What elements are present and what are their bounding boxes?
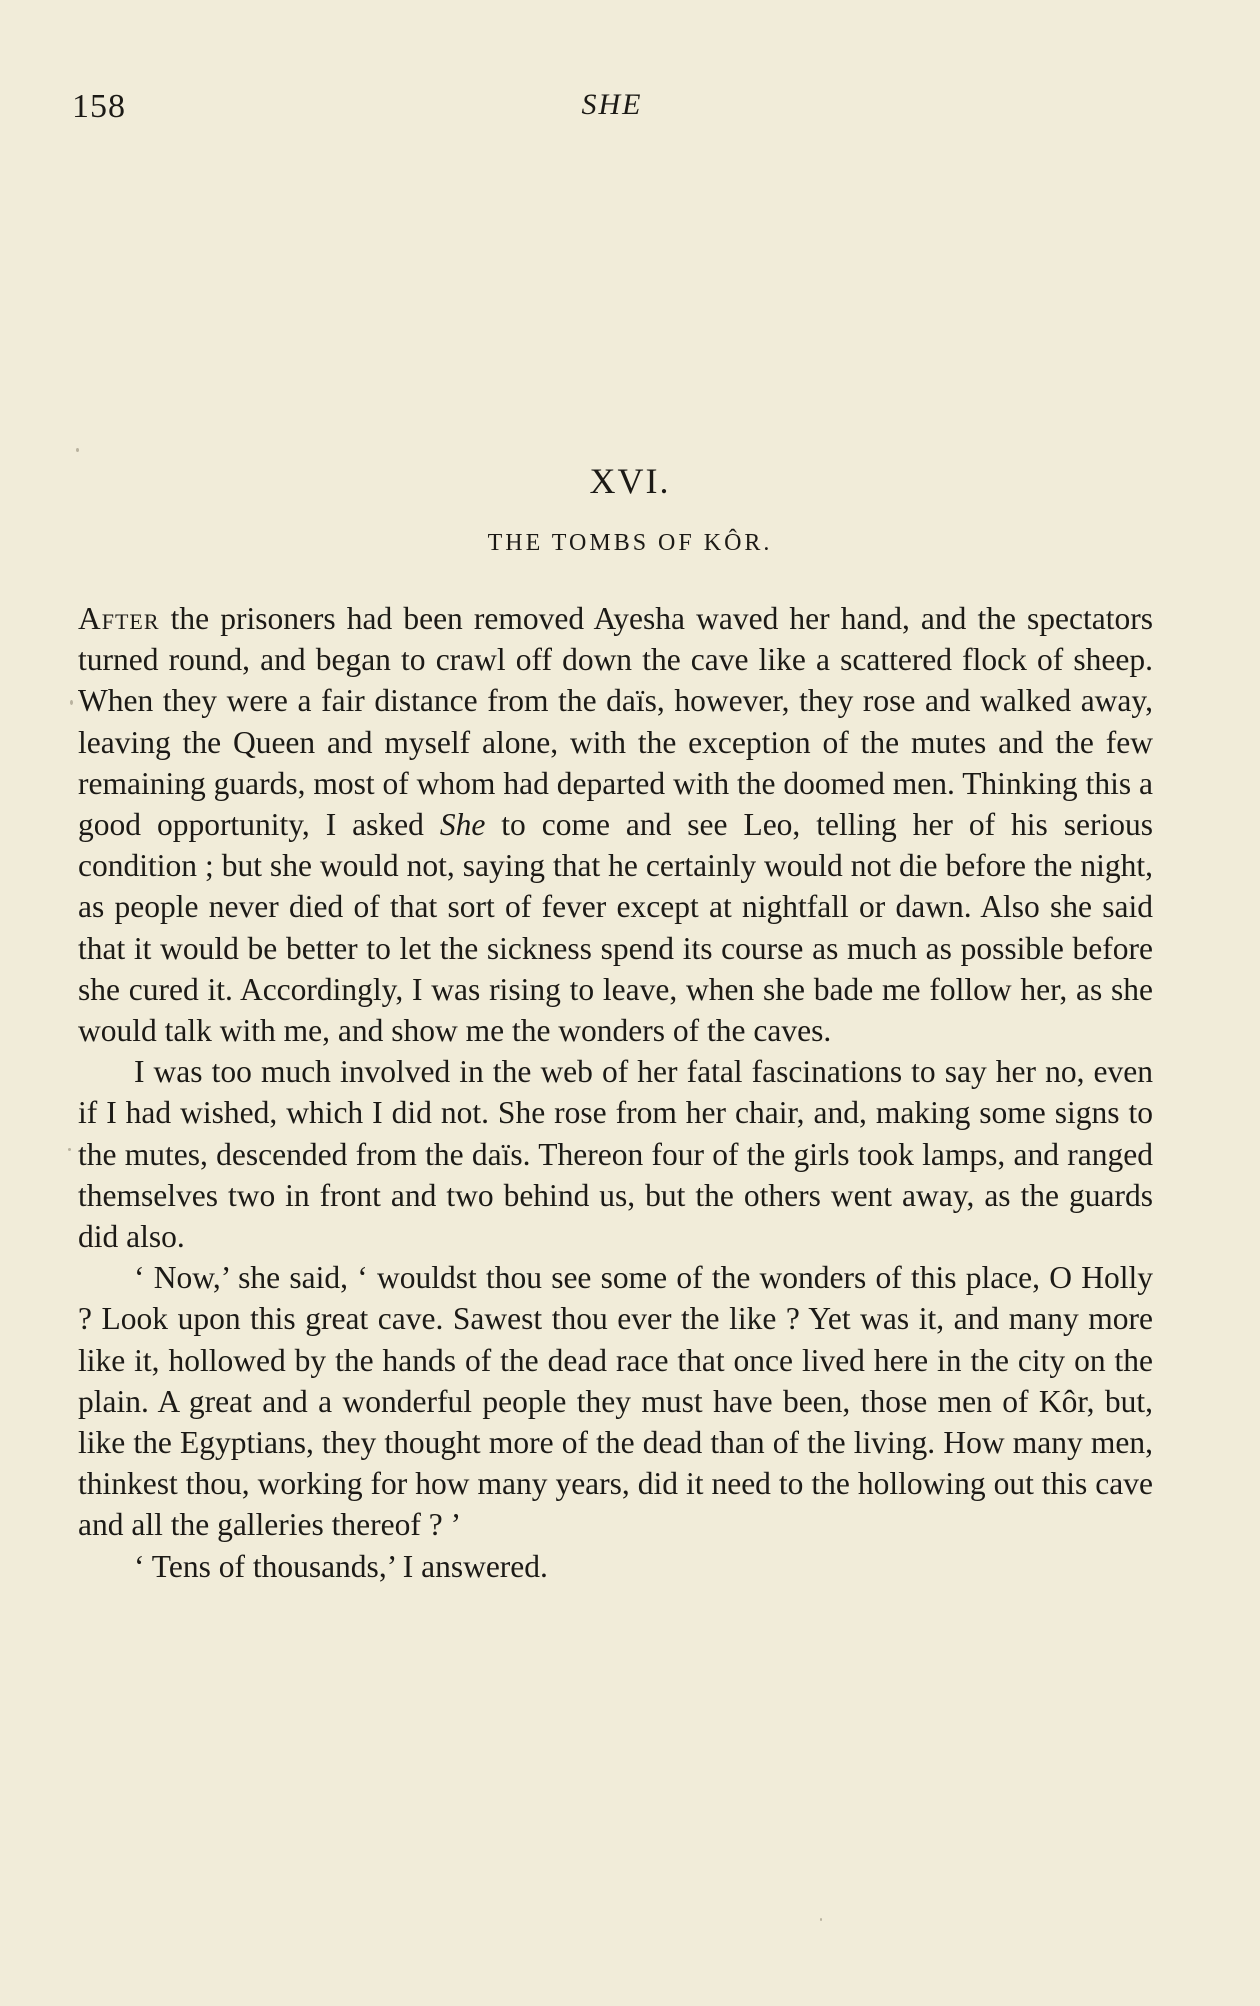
paragraph-text: the prisoners had been removed Ayesha waved her hand, and the spectators turned round, and began to crawl off down the cave like a scattered flock of sheep. When they were a fair distance from the daïs, however, they rose and walked away, leaving the Queen and myself alone, with the exception of the mutes and the few remaining guards, most of whom had departed with the doomed men. Thinking this a good opportunity, I asked [78,601,1153,843]
paragraph-3: ‘ Now,’ she said, ‘ wouldst thou see some of the wonders of this place, O Holly ? Look upon this great cave. Sawest thou ever the like ? Yet was it, and many more like it, hollowed by the hands of the dead race that once lived here in the city on the plain. A great and a wonderful people they must have been, those men of Kôr, but, like the Egyptians, they thought more of the dead than of the living. How many men, thinkest thou, working for how many years, did it need to the hollowing out this cave and all the galleries thereof ? ’ [78,1260,1153,1543]
page-number: 158 [72,88,126,125]
paper-speck [70,700,73,705]
paper-speck [76,448,79,452]
emphasized-word: She [439,807,486,843]
paragraph-2: I was too much involved in the web of her fatal fascinations to say her no, even if I had wished, which I did not. She rose from her chair, and, making some signs to the mutes, descended from the daïs. Thereon four of the girls took lamps, and ranged themselves two in front and two behind us, but the others went away, as the guards did also. [78,1054,1153,1255]
running-head [72,88,1152,138]
paragraph-4: ‘ Tens of thousands,’ I answered. [134,1548,548,1584]
paper-speck [68,1148,71,1151]
running-title: SHE [581,88,643,121]
paragraph-text-continued: to come and see Leo, telling her of his serious condition ; but she would not, saying that he certainly would not die before the night, as people never died of that sort of fever except at nightfall or dawn. Also she said that it would be better to let the sickness spend its course as much as possible before she cured it. Accordingly, I was rising to leave, when she bade me follow her, as she would talk with me, and show me the wonders of the caves. [78,807,1153,1049]
paragraph-lead-word: After [78,601,160,636]
paragraph-1 [78,598,1153,1051]
paper-speck [820,1918,822,1921]
chapter-number: XVI. [589,461,671,501]
body-text [78,598,1153,1587]
chapter-title: THE TOMBS OF KÔR. [487,530,773,556]
